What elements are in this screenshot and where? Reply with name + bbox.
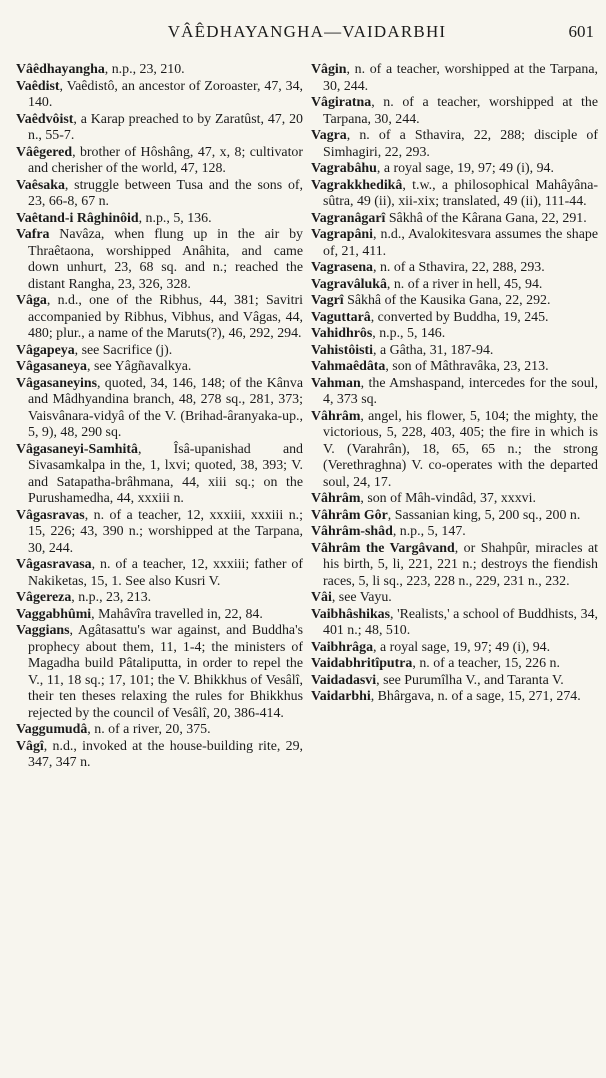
page-number: 601 (568, 22, 594, 41)
index-entry (311, 62, 598, 95)
entry-headword: Vâgapeya (16, 342, 75, 358)
entry-headword: Vagrabâhu (311, 161, 377, 176)
entry-text: , n.p., 5, 146. (372, 326, 446, 341)
entry-text: , n. of a river, 20, 375. (87, 722, 211, 737)
entry-text: , n. of a Sthavira, 22, 288; disciple of Simhagiri, 22, 293. (323, 128, 598, 160)
index-entry (311, 673, 598, 690)
entry-text: , n. of a teacher, 12, xxxiii; father of Nakiketas, 15, 1. See also Kusri V. (28, 557, 303, 589)
entry-text: , angel, his flower, 5, 104; the mighty, the victorious, 5, 228, 403, 405; the fire in which is V. (Varahrân), 18, 65, 65 n.; the strong (Verethraghna) V. co-operates with the departed soul, 24, 17. (323, 408, 598, 490)
index-entry (16, 376, 303, 442)
index-entry (311, 640, 598, 657)
entry-headword: Vaggabhûmi (16, 606, 92, 622)
index-entry (16, 211, 303, 228)
entry-headword: Vâi (311, 590, 332, 605)
entry-headword: Vâhrâm-shâd (311, 524, 393, 539)
entry-headword: Vahmaêdâta (311, 359, 386, 374)
entry-text: , 'Realists,' a school of Buddhists, 34, 401 n.; 48, 510. (323, 606, 598, 638)
index-entry (16, 145, 303, 178)
entry-text: , n. of a Sthavira, 22, 288, 293. (373, 260, 545, 275)
entry-text: , a Gâtha, 31, 187-94. (373, 342, 494, 358)
entry-text: , see Purumîlha V., and Taranta V. (376, 672, 564, 688)
entry-headword: Vagravâlukâ (311, 276, 387, 292)
entry-text: , n.p., 5, 136. (138, 210, 212, 226)
entry-headword: Vâgiratna (311, 95, 372, 110)
index-entry (311, 607, 598, 640)
index-entry (16, 557, 303, 590)
entry-headword: Vaidadasvi (311, 672, 377, 688)
entry-text: , or Shahpûr, miracles at his birth, 5, li, 221, 221 n.; destroys the fiendish races, 5, li sq., 223, 228 n., 229, 231 n., 232. (323, 540, 598, 589)
index-entry (16, 112, 303, 145)
index-entry (311, 227, 598, 260)
index-entry (16, 79, 303, 112)
entry-text: Navâza, when flung up in the air by Thraêtaona, worshipped Anâhita, and came down unhurt, 23, 68 sq. and n.; reached the distant Rangha, 23, 326, 328. (28, 227, 303, 292)
index-entry (311, 491, 598, 508)
entry-text: , n. of a teacher, worshipped at the Tarpana, 30, 244. (323, 95, 598, 127)
index-entry (311, 689, 598, 706)
index-entry (311, 343, 598, 360)
entry-text: , converted by Buddha, 19, 245. (370, 309, 549, 325)
entry-text: , the Amshaspand, intercedes for the soul, 4, 373 sq. (323, 375, 598, 407)
entry-text: , t.w., a philosophical Mahâyâna-sûtra, 49 (ii), xii-xix; translated, 49 (ii), 111-44. (323, 177, 598, 209)
entry-text: , son of Mâh-vindâd, 37, xxxvi. (360, 491, 536, 506)
index-entry (16, 590, 303, 607)
entry-text: , n. of a teacher, 12, xxxiii, xxxiii n.; 15, 226; 43, 390 n.; worshipped at the Tarpana, 30, 244. (28, 507, 303, 556)
entry-text: , n.p., 5, 147. (392, 524, 466, 539)
entry-headword: Vagrakkhedikâ (311, 177, 403, 193)
entry-headword: Vaidarbhi (311, 689, 371, 704)
entry-text: , see Sacrifice (j). (74, 342, 173, 358)
index-entry (311, 590, 598, 607)
entry-text: , n.d., Avalokitesvara assumes the shape of, 21, 411. (323, 227, 598, 259)
index-entry (16, 293, 303, 343)
left-column (16, 62, 303, 772)
entry-headword: Vâgereza (16, 590, 72, 605)
entry-headword: Vaibhrâga (311, 639, 374, 655)
entry-headword: Vagra (311, 128, 347, 143)
entry-headword: Vâhrâm the Vargâvand (311, 540, 455, 556)
entry-headword: Vagrasena (311, 260, 373, 275)
entry-headword: Vâêgered (16, 144, 73, 160)
index-entry (311, 178, 598, 211)
index-entry (311, 524, 598, 541)
entry-text: , n. of a teacher, 15, 226 n. (412, 656, 560, 671)
index-entry (16, 62, 303, 79)
entry-text: , brother of Hôshâng, 47, x, 8; cultivator and cherisher of the world, 47, 128. (28, 144, 303, 176)
entry-text: Sâkhâ of the Kausika Gana, 22, 292. (343, 293, 551, 308)
entry-headword: Vâhrâm (311, 491, 361, 506)
entry-text: , Vaêdistô, an ancestor of Zoroaster, 47, 34, 140. (28, 78, 303, 110)
index-entry (16, 227, 303, 293)
page-header (16, 0, 598, 62)
entry-headword: Vagrî (311, 293, 344, 308)
index-columns (16, 62, 598, 772)
index-entry (311, 260, 598, 277)
index-entry (16, 739, 303, 772)
index-entry (311, 541, 598, 591)
entry-text: , n.d., invoked at the house-building rite, 29, 347, 347 n. (28, 738, 303, 770)
entry-text: , see Yâgñavalkya. (87, 359, 192, 374)
index-entry (311, 376, 598, 409)
entry-text: , n. of a teacher, worshipped at the Tarpana, 30, 244. (323, 62, 598, 94)
entry-headword: Vahidhrôs (311, 326, 373, 341)
entry-text: , n. of a river in hell, 45, 94. (386, 276, 543, 292)
index-entry (16, 508, 303, 558)
index-entry (311, 310, 598, 327)
entry-text: , a royal sage, 19, 97; 49 (i), 94. (376, 161, 554, 176)
entry-text: , see Vayu. (331, 590, 392, 605)
index-entry (311, 293, 598, 310)
entry-headword: Vâgî (16, 738, 44, 754)
entry-text: , n.p., 23, 210. (104, 62, 185, 77)
entry-headword: Vaguttarâ (311, 309, 371, 325)
index-entry (311, 656, 598, 673)
entry-text: Sâkhâ of the Kârana Gana, 22, 291. (385, 210, 587, 226)
index-entry (16, 607, 303, 624)
entry-text: , a royal sage, 19, 97; 49 (i), 94. (373, 639, 551, 655)
entry-headword: Vaggians (16, 623, 70, 638)
index-entry (311, 359, 598, 376)
entry-text: , Agâtasattu's war against, and Buddha's prophecy about them, 11, 1-4; the ministers of Magadha build Pâtaliputta, in order to repel the V., 11, 18 sq.; 17, 101; the V. Bhikkhus of Vesâlî, their ten theses relaxing the rules for Bhikkhus rejected by the council of Vesâlî, 20, 386-414. (28, 623, 303, 721)
index-entry (311, 508, 598, 525)
entry-headword: Vâgasaneya (16, 359, 87, 374)
entry-text: , Mahâvîra travelled in, 22, 84. (91, 606, 263, 622)
entry-headword: Vaêdist (16, 78, 60, 94)
entry-text: , Bhârgava, n. of a sage, 15, 271, 274. (370, 689, 581, 704)
index-entry (16, 343, 303, 360)
index-entry (311, 161, 598, 178)
entry-headword: Vaidabhritîputra (311, 656, 413, 671)
index-entry (16, 442, 303, 508)
entry-text: , n.d., one of the Ribhus, 44, 381; Savitri accompanied by Ribhus, Vibhus, and Vâgas, 44, 480; plur., a name of the Maruts(?), 46, 292, 294. (28, 293, 303, 341)
entry-text: , Sassanian king, 5, 200 sq., 200 n. (387, 507, 581, 523)
entry-headword: Vâgasravas (16, 507, 85, 523)
index-entry (311, 409, 598, 492)
index-entry (311, 211, 598, 228)
entry-headword: Vagrapâni (311, 227, 374, 242)
entry-headword: Vâhrâm (311, 408, 361, 424)
index-entry (311, 95, 598, 128)
right-column (311, 62, 598, 772)
entry-headword: Vahman (311, 375, 361, 391)
entry-headword: Vaêsaka (16, 177, 65, 193)
entry-headword: Vâga (16, 293, 47, 308)
entry-headword: Vaggumudâ (16, 722, 88, 737)
entry-text: , n.p., 23, 213. (71, 590, 152, 605)
entry-headword: Vâgasaneyins (16, 375, 98, 391)
entry-headword: Vâhrâm Gôr (311, 507, 388, 523)
index-entry (16, 623, 303, 722)
entry-headword: Vafra (16, 227, 50, 242)
entry-headword: Vagranâgarî (311, 210, 386, 226)
entry-text: , quoted, 34, 146, 148; of the Kânva and Mâdhyandina branch, 48, 278 sq., 281, 373; Vaisvânara-vidyâ of the V. (Brihad-âranyaka-up., 5, 9), 48, 290 sq. (28, 375, 303, 440)
entry-headword: Vâgasravasa (16, 557, 92, 572)
index-entry (311, 128, 598, 161)
index-entry (311, 277, 598, 294)
entry-headword: Vaêdvôist (16, 111, 74, 127)
running-title: VÂÊDHAYANGHA—VAIDARBHI (167, 22, 447, 41)
entry-text: , struggle between Tusa and the sons of, 23, 66-8, 67 n. (28, 177, 303, 209)
index-entry (311, 326, 598, 343)
entry-text: , a Karap preached to by Zaratûst, 47, 20 n., 55-7. (28, 111, 303, 143)
entry-headword: Vâêdhayangha (16, 62, 105, 77)
entry-headword: Vâgasaneyi-Samhitâ (16, 441, 138, 457)
entry-text: , son of Mâthravâka, 23, 213. (385, 359, 549, 374)
index-entry (16, 359, 303, 376)
entry-headword: Vaibhâshikas (311, 606, 391, 622)
index-entry (16, 722, 303, 739)
entry-headword: Vahistôisti (311, 342, 374, 358)
index-entry (16, 178, 303, 211)
entry-text: , Îsâ-upanishad and Sivasamkalpa in the, 1, lxvi; quoted, 38, 393; V. and Satapatha-brâhmana, 44, xiii sq.; on the Purushamedha, 44, xxxiii n. (28, 441, 303, 506)
entry-headword: Vâgin (311, 62, 347, 77)
entry-headword: Vaêtand-i Râghinôid (16, 210, 139, 226)
